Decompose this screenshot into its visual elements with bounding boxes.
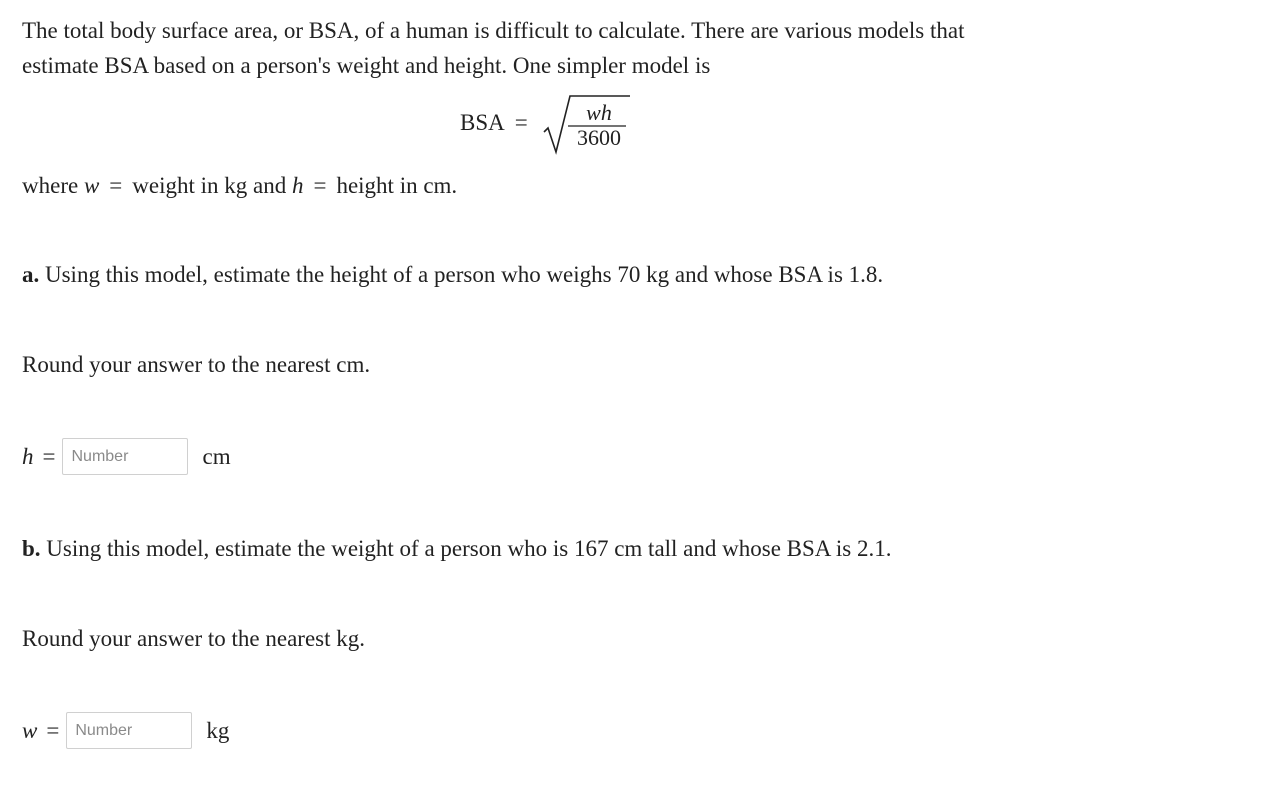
part-b-round-instruction: Round your answer to the nearest kg. bbox=[22, 626, 366, 651]
part-a-text-before: Using this model, estimate the height of a person who weighs bbox=[45, 262, 612, 287]
formula-numerator: wh bbox=[586, 100, 612, 125]
h-description: height in cm. bbox=[336, 173, 458, 198]
part-b-text-mid: cm tall and whose BSA is bbox=[614, 536, 852, 561]
part-b-height-value: 167 bbox=[573, 536, 609, 561]
intro-line-1: The total body surface area, or BSA, of a human is difficult to calculate. There are various models that bbox=[22, 18, 965, 43]
part-b-answer-row bbox=[22, 712, 229, 749]
part-b-label: b. bbox=[22, 536, 41, 561]
part-a-unit: cm bbox=[202, 443, 231, 469]
intro-line-2: estimate BSA based on a person's weight and height. One simpler model is bbox=[22, 53, 711, 78]
formula-bsa-label: BSA bbox=[460, 110, 505, 135]
where-word: where bbox=[22, 173, 79, 198]
h-variable: h bbox=[291, 173, 304, 198]
part-a-answer-row bbox=[22, 438, 231, 475]
h-equals: = bbox=[313, 173, 327, 198]
formula-equals: = bbox=[514, 110, 528, 135]
w-description: weight in kg and bbox=[132, 173, 287, 198]
part-a-label: a. bbox=[22, 262, 40, 287]
variable-definitions bbox=[22, 168, 457, 203]
intro-paragraph bbox=[22, 13, 964, 83]
part-a-text-end: . bbox=[877, 262, 884, 287]
part-b-variable: w bbox=[22, 717, 38, 743]
part-b-equals: = bbox=[46, 717, 60, 743]
part-a-weight-value: 70 bbox=[617, 262, 641, 287]
w-equals: = bbox=[109, 173, 123, 198]
height-answer-input[interactable] bbox=[62, 438, 188, 475]
formula-denominator: 3600 bbox=[577, 125, 621, 150]
weight-answer-input[interactable] bbox=[66, 712, 192, 749]
bsa-formula bbox=[460, 94, 660, 158]
part-b-question bbox=[22, 531, 891, 566]
part-a-variable: h bbox=[22, 443, 34, 469]
part-a-round-instruction: Round your answer to the nearest cm. bbox=[22, 352, 371, 377]
part-b-unit: kg bbox=[206, 717, 230, 743]
part-a-equals: = bbox=[42, 443, 56, 469]
part-b-text-before: Using this model, estimate the weight of a person who is bbox=[46, 536, 569, 561]
formula-lhs bbox=[460, 110, 538, 136]
part-a-text-mid: kg and whose BSA is bbox=[646, 262, 843, 287]
part-b-text-end: . bbox=[885, 536, 892, 561]
part-a-question bbox=[22, 257, 883, 292]
part-b-bsa-value: 2.1 bbox=[856, 536, 886, 561]
part-a-bsa-value: 1.8 bbox=[848, 262, 878, 287]
w-variable: w bbox=[83, 173, 100, 198]
